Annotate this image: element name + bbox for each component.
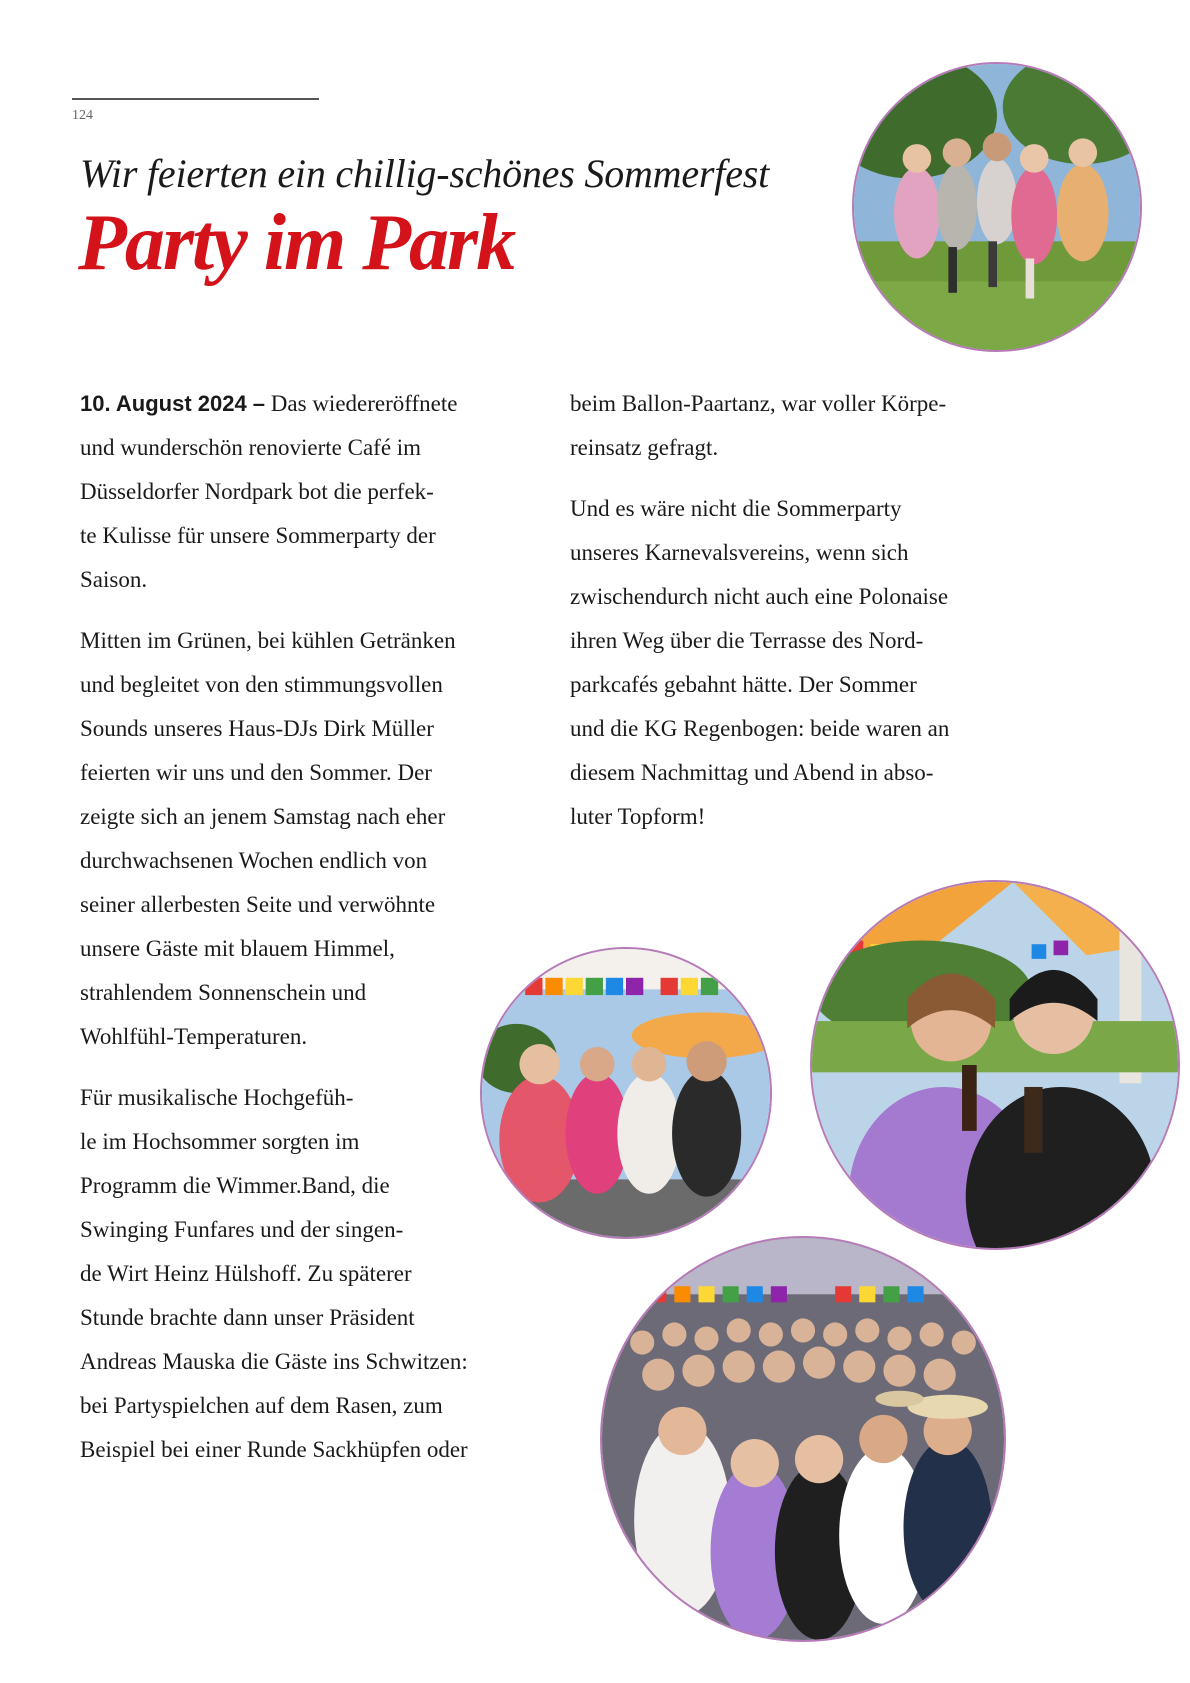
- article-line: luter Topform!: [570, 804, 706, 829]
- article-line: Beispiel bei einer Runde Sackhüpfen oder: [80, 1437, 468, 1462]
- article-line: de Wirt Heinz Hülshoff. Zu späterer: [80, 1261, 412, 1286]
- article-line: Swinging Funfares und der singen-: [80, 1217, 404, 1242]
- article-paragraph-3: [80, 1076, 550, 1472]
- party-photo-crowd-selfie: [600, 1236, 1006, 1642]
- article-line: te Kulisse für unsere Sommerparty der: [80, 523, 436, 548]
- article-line: durchwachsenen Wochen endlich von: [80, 848, 428, 873]
- article-line: Wohlfühl-Temperaturen.: [80, 1024, 308, 1049]
- article-line: Andreas Mauska die Gäste ins Schwitzen:: [80, 1349, 468, 1374]
- article-line: unseres Karnevalsvereins, wenn sich: [570, 540, 909, 565]
- article-line: [80, 382, 550, 426]
- article-line: Sounds unseres Haus-DJs Dirk Müller: [80, 716, 434, 741]
- article-line: feierten wir uns und den Sommer. Der: [80, 760, 432, 785]
- article-paragraph-1: [80, 382, 550, 602]
- article-line: ihren Weg über die Terrasse des Nord-: [570, 628, 924, 653]
- article-line: und wunderschön renovierte Café im: [80, 435, 422, 460]
- article-line: reinsatz gefragt.: [570, 435, 719, 460]
- article-line: Stunde brachte dann unser Präsident: [80, 1305, 415, 1330]
- article-line: parkcafés gebahnt hätte. Der Sommer: [570, 672, 917, 697]
- page-number: 124: [72, 108, 93, 123]
- article-right-column: [570, 382, 1040, 856]
- article-line: diesem Nachmittag und Abend in abso-: [570, 760, 934, 785]
- article-line: beim Ballon-Paartanz, war voller Körpe-: [570, 391, 947, 416]
- article-line: zeigte sich an jenem Samstag nach eher: [80, 804, 446, 829]
- article-line: Saison.: [80, 567, 148, 592]
- page-subtitle: Wir feierten ein chillig-schönes Sommerfest: [80, 151, 770, 196]
- article-date-lead: 10. August 2024 –: [80, 391, 266, 416]
- article-line: le im Hochsommer sorgten im: [80, 1129, 360, 1154]
- page-title: Party im Park: [78, 199, 515, 287]
- article-left-column: [80, 382, 550, 1489]
- article-paragraph-5: [570, 487, 1040, 839]
- article-line: und die KG Regenbogen: beide waren an: [570, 716, 950, 741]
- article-text: Das wiedereröffnete: [270, 391, 458, 416]
- article-line: unsere Gäste mit blauem Himmel,: [80, 936, 395, 961]
- article-paragraph-4: [570, 382, 1040, 470]
- article-line: Programm die Wimmer.Band, die: [80, 1173, 390, 1198]
- article-line: Für musikalische Hochgefüh-: [80, 1085, 354, 1110]
- party-photo-lawn-group: [852, 62, 1142, 352]
- article-line: seiner allerbesten Seite und verwöhnte: [80, 892, 436, 917]
- article-line: zwischendurch nicht auch eine Polonaise: [570, 584, 949, 609]
- article-paragraph-2: [80, 619, 550, 1059]
- party-photo-two-women: [810, 880, 1180, 1250]
- article-line: Mitten im Grünen, bei kühlen Getränken: [80, 628, 456, 653]
- article-line: bei Partyspielchen auf dem Rasen, zum: [80, 1393, 443, 1418]
- article-line: Und es wäre nicht die Sommerparty: [570, 496, 902, 521]
- article-line: Düsseldorfer Nordpark bot die perfek-: [80, 479, 434, 504]
- header-rule: [72, 98, 319, 100]
- party-photo-four-men: [480, 947, 772, 1239]
- article-line: und begleitet von den stimmungsvollen: [80, 672, 443, 697]
- article-line: strahlendem Sonnenschein und: [80, 980, 367, 1005]
